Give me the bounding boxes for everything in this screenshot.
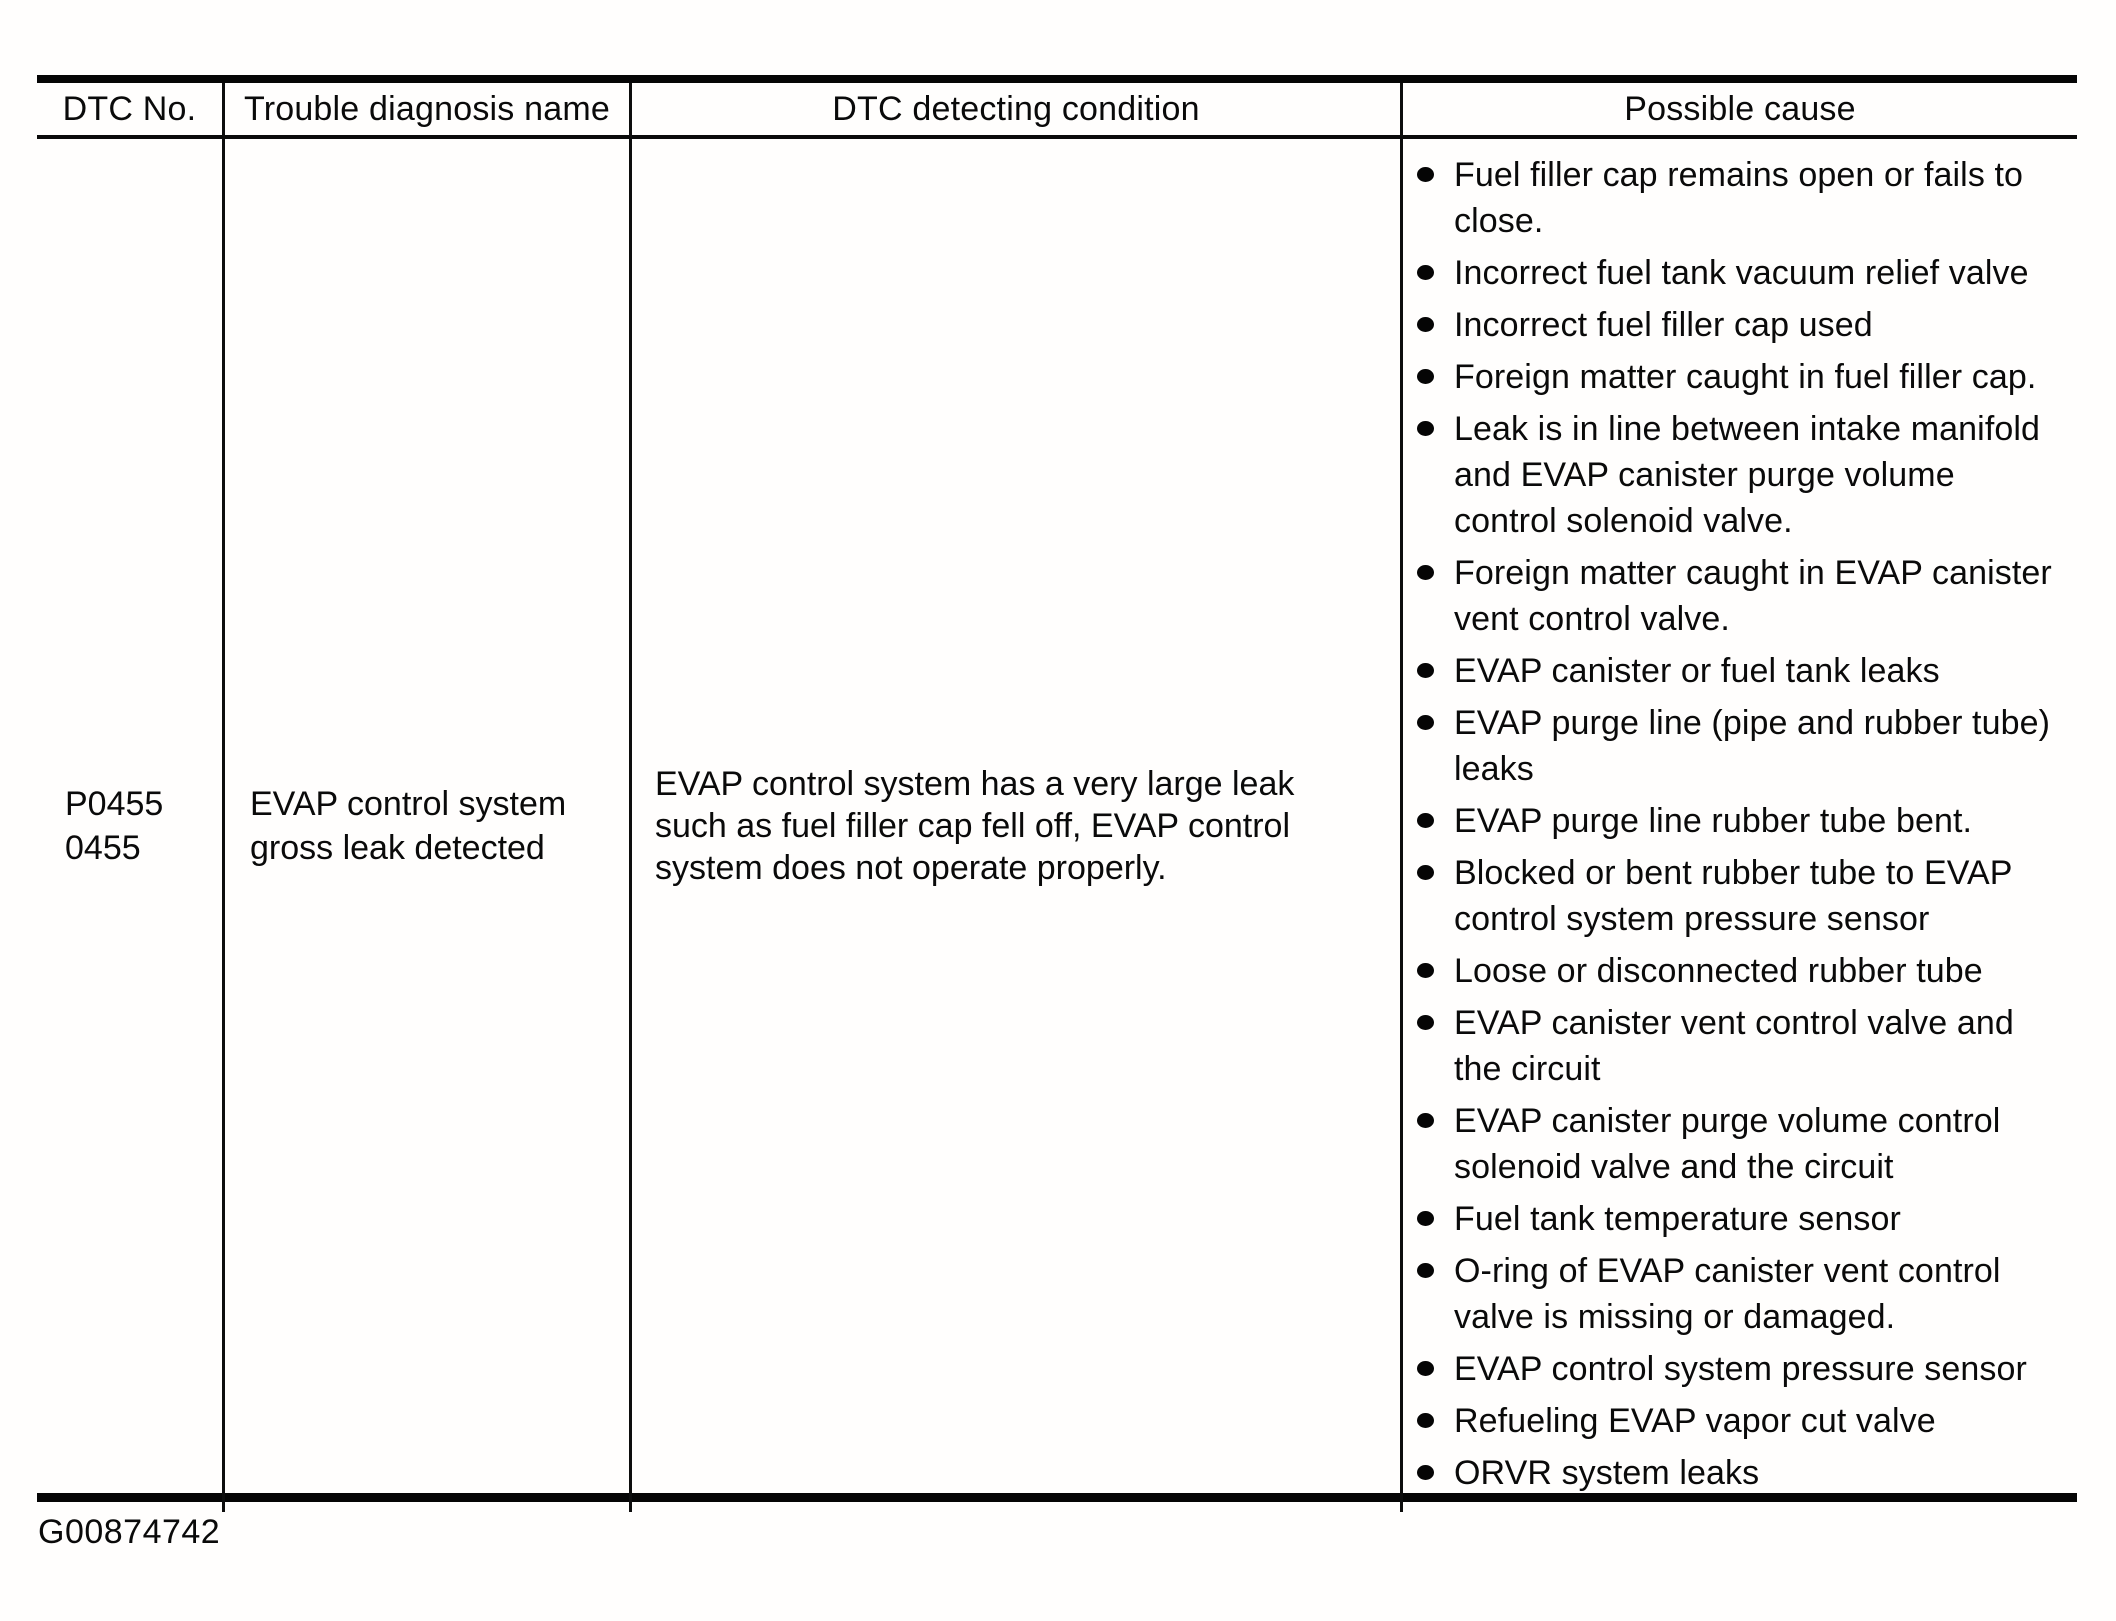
column-header-trouble-diagnosis-name: Trouble diagnosis name	[225, 83, 632, 139]
cell-dtc-no	[37, 139, 225, 1512]
possible-cause-item	[1415, 152, 2065, 244]
bullet-icon	[1417, 663, 1434, 678]
possible-cause-item	[1415, 798, 2065, 844]
bullet-icon	[1417, 317, 1434, 332]
bullet-icon	[1417, 1413, 1434, 1428]
possible-cause-text: Foreign matter caught in fuel filler cap.	[1454, 358, 2037, 396]
possible-cause-item	[1415, 1398, 2065, 1444]
possible-cause-text: Incorrect fuel filler cap used	[1454, 306, 1873, 344]
possible-cause-text: EVAP canister vent control valve and the circuit	[1454, 1004, 2014, 1088]
possible-cause-item	[1415, 700, 2065, 792]
possible-cause-item	[1415, 648, 2065, 694]
bullet-icon	[1417, 1015, 1434, 1030]
column-header-possible-cause: Possible cause	[1403, 83, 2077, 139]
dtc-code-short: 0455	[65, 828, 141, 867]
trouble-diagnosis-name-text: EVAP control system gross leak detected	[250, 784, 567, 867]
possible-cause-item	[1415, 1196, 2065, 1242]
dtc-code-block	[65, 782, 163, 870]
possible-cause-item	[1415, 1346, 2065, 1392]
bullet-icon	[1417, 167, 1434, 182]
possible-cause-text: O-ring of EVAP canister vent control valve is missing or damaged.	[1454, 1252, 2001, 1336]
bullet-icon	[1417, 565, 1434, 580]
bullet-icon	[1417, 421, 1434, 436]
bullet-icon	[1417, 963, 1434, 978]
possible-cause-text: Leak is in line between intake manifold and EVAP canister purge volume control solenoid valve.	[1454, 410, 2041, 540]
column-header-dtc-no: DTC No.	[37, 83, 225, 139]
bullet-icon	[1417, 1113, 1434, 1128]
bullet-icon	[1417, 1465, 1434, 1480]
cell-possible-cause	[1403, 139, 2077, 1512]
dtc-code-obd: P0455	[65, 784, 164, 823]
bullet-icon	[1417, 369, 1434, 384]
possible-cause-text: Loose or disconnected rubber tube	[1454, 952, 1983, 990]
possible-cause-item	[1415, 1098, 2065, 1190]
bullet-icon	[1417, 715, 1434, 730]
possible-cause-item	[1415, 550, 2065, 642]
possible-cause-text: EVAP canister or fuel tank leaks	[1454, 652, 1940, 690]
possible-cause-item	[1415, 1000, 2065, 1092]
possible-cause-text: EVAP purge line (pipe and rubber tube) leaks	[1454, 704, 2051, 788]
possible-cause-item	[1415, 354, 2065, 400]
cell-trouble-diagnosis-name	[225, 139, 632, 1512]
figure-id: G00874742	[38, 1513, 221, 1551]
possible-cause-item	[1415, 850, 2065, 942]
bullet-icon	[1417, 265, 1434, 280]
possible-cause-text: Fuel filler cap remains open or fails to close.	[1454, 156, 2024, 240]
cell-dtc-detecting-condition	[632, 139, 1403, 1512]
bullet-icon	[1417, 813, 1434, 828]
bullet-icon	[1417, 1361, 1434, 1376]
possible-cause-item	[1415, 250, 2065, 296]
possible-cause-text: Refueling EVAP vapor cut valve	[1454, 1402, 1936, 1440]
possible-cause-list	[1415, 152, 2065, 1496]
possible-cause-text: EVAP purge line rubber tube bent.	[1454, 802, 1973, 840]
dtc-detecting-condition-text: EVAP control system has a very large leak such as fuel filler cap fell off, EVAP control system does not operate properly.	[655, 764, 1295, 887]
possible-cause-item	[1415, 1450, 2065, 1496]
possible-cause-item	[1415, 948, 2065, 994]
possible-cause-item	[1415, 302, 2065, 348]
possible-cause-text: EVAP control system pressure sensor	[1454, 1350, 2027, 1388]
possible-cause-text: Foreign matter caught in EVAP canister vent control valve.	[1454, 554, 2052, 638]
possible-cause-text: Blocked or bent rubber tube to EVAP control system pressure sensor	[1454, 854, 2012, 938]
bullet-icon	[1417, 865, 1434, 880]
column-header-dtc-detecting-condition: DTC detecting condition	[632, 83, 1403, 139]
possible-cause-item	[1415, 406, 2065, 544]
possible-cause-text: EVAP canister purge volume control solenoid valve and the circuit	[1454, 1102, 2001, 1186]
possible-cause-text: Incorrect fuel tank vacuum relief valve	[1454, 254, 2029, 292]
possible-cause-item	[1415, 1248, 2065, 1340]
possible-cause-text: Fuel tank temperature sensor	[1454, 1200, 1901, 1238]
bullet-icon	[1417, 1263, 1434, 1278]
bullet-icon	[1417, 1211, 1434, 1226]
dtc-table	[37, 75, 2077, 1502]
possible-cause-text: ORVR system leaks	[1454, 1454, 1760, 1492]
